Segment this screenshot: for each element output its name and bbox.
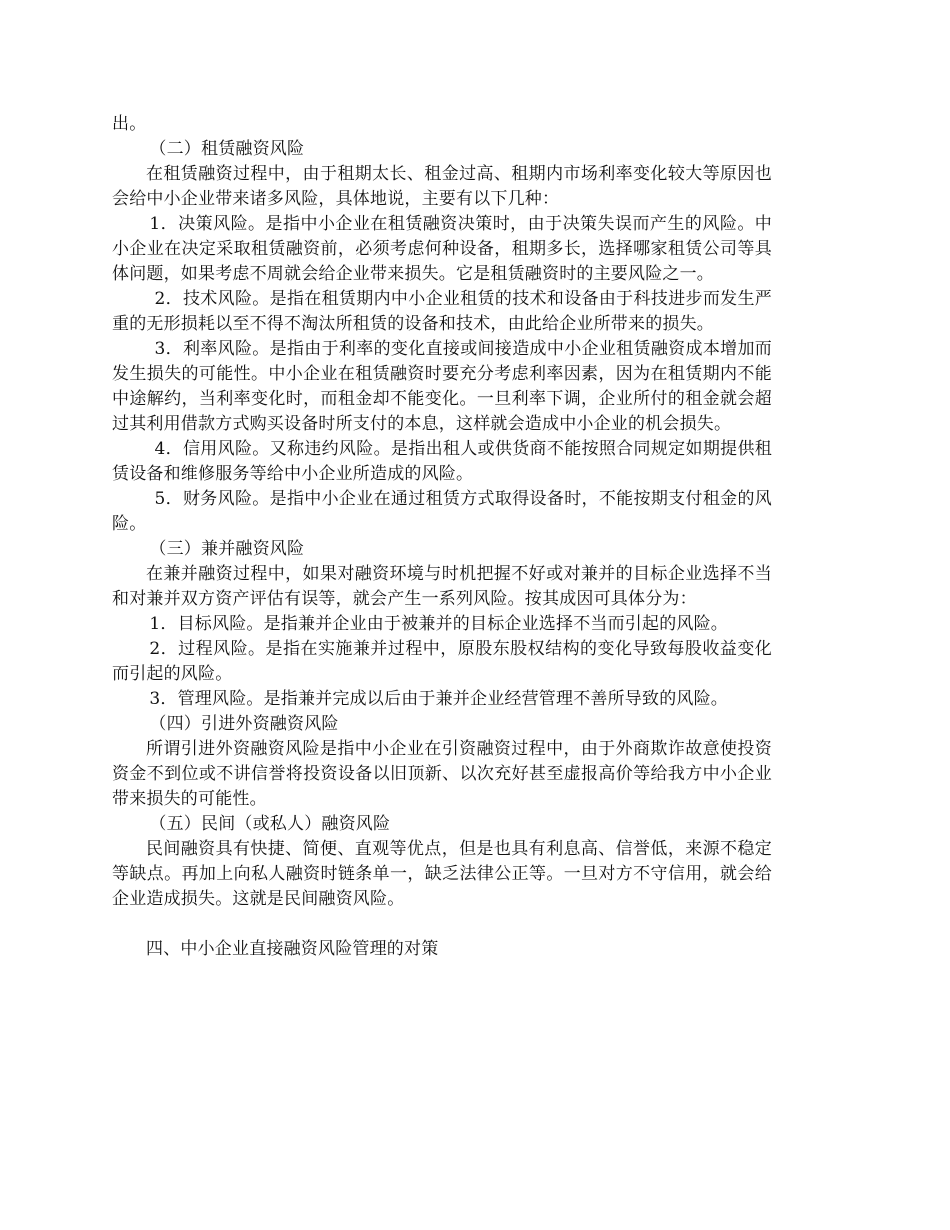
paragraph-merger-intro: 在兼并融资过程中，如果对融资环境与时机把握不好或对兼并的目标企业选择不当和对兼并双方资产评估有误等，就会产生一系列风险。按其成因可具体分为： — [112, 564, 772, 609]
paragraph-foreign-capital: 所谓引进外资融资风险是指中小企业在引资融资过程中，由于外商欺诈故意使投资资金不到位或不讲信誉将投资设备以旧顶新、以次充好甚至虚报高价等给我方中小企业带来损失的可能性。 — [112, 739, 772, 809]
chapter-heading-countermeasures: 四、中小企业直接融资风险管理的对策 — [146, 939, 439, 959]
section-heading-leasing-risk: （二）租赁融资风险 — [149, 139, 305, 159]
list-item-target-risk: 1．目标风险。是指兼并企业由于被兼并的目标企业选择不当而引起的风险。 — [149, 614, 729, 634]
list-item-decision-risk: 1．决策风险。是指中小企业在租赁融资决策时，由于决策失误而产生的风险。中小企业在决定采取租赁融资前，必须考虑何种设备，租期多长，选择哪家租赁公司等具体问题，如果考虑不周就会给企业带来损失。它是租赁融资时的主要风险之一。 — [112, 214, 772, 284]
list-item-financial-risk: 5．财务风险。是指中小企业在通过租赁方式取得设备时，不能按期支付租金的风险。 — [112, 489, 772, 534]
blank-line — [112, 912, 772, 937]
list-item-management-risk: 3．管理风险。是指兼并完成以后由于兼并企业经营管理不善所导致的风险。 — [149, 689, 729, 709]
list-item-technology-risk: 2．技术风险。是指在租赁期内中小企业租赁的技术和设备由于科技进步而发生严重的无形损耗以至不得不淘汰所租赁的设备和技术，由此给企业所带来的损失。 — [112, 289, 772, 334]
list-item-credit-risk: 4．信用风险。又称违约风险。是指出租人或供货商不能按照合同规定如期提供租赁设备和维修服务等给中小企业所造成的风险。 — [112, 439, 772, 484]
section-heading-merger-risk: （三）兼并融资风险 — [149, 539, 305, 559]
list-item-process-risk: 2．过程风险。是指在实施兼并过程中，原股东股权结构的变化导致每股收益变化而引起的风险。 — [112, 639, 772, 684]
section-heading-foreign-capital-risk: （四）引进外资融资风险 — [149, 714, 339, 734]
section-heading-private-financing-risk: （五）民间（或私人）融资风险 — [149, 814, 391, 834]
list-item-interest-rate-risk: 3．利率风险。是指由于利率的变化直接或间接造成中小企业租赁融资成本增加而发生损失的可能性。中小企业在租赁融资时要充分考虑利率因素，因为在租赁期内不能中途解约，当利率变化时，而租金却不能变化。一旦利率下调，企业所付的租金就会超过其利用借款方式购买设备时所支付的本息，这样就会造成中小企业的机会损失。 — [112, 339, 772, 434]
paragraph-private-financing: 民间融资具有快捷、简便、直观等优点，但是也具有利息高、信誉低，来源不稳定等缺点。再加上向私人融资时链条单一，缺乏法律公正等。一旦对方不守信用，就会给企业造成损失。这就是民间融资风险。 — [112, 839, 772, 909]
paragraph-continuation: 出。 — [112, 114, 147, 134]
paragraph-leasing-intro: 在租赁融资过程中，由于租期太长、租金过高、租期内市场利率变化较大等原因也会给中小企业带来诸多风险，具体地说，主要有以下几种： — [112, 164, 772, 209]
document-body — [112, 112, 772, 962]
